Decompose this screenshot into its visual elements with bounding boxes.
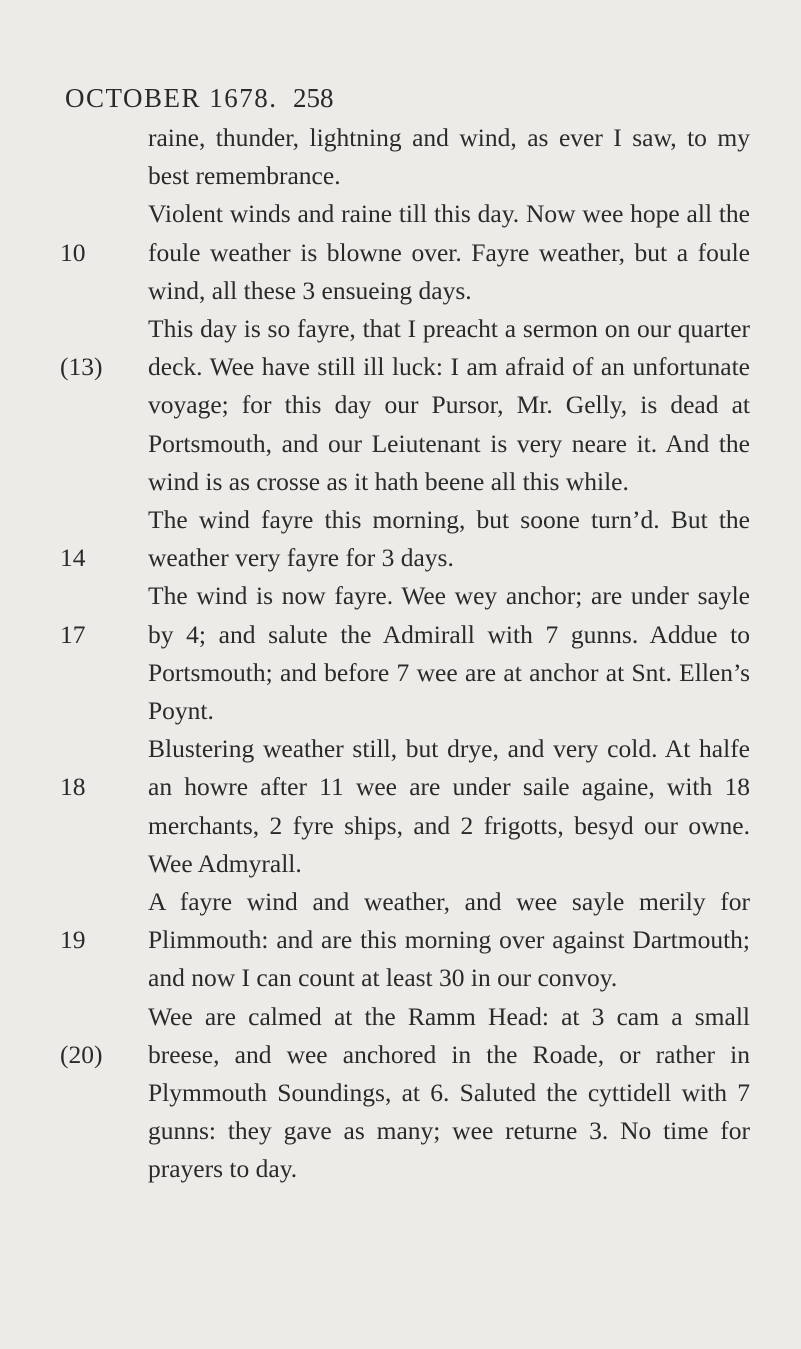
diary-entry (60, 310, 750, 501)
entry-text: A fayre wind and weather, and wee sayle merily for Plimmouth: and are this morning over against Dartmouth; and now I can count at least 30 in our convoy. (148, 887, 750, 993)
entry-text: The wind is now fayre. Wee wey anchor; are under sayle by 4; and salute the Admirall with 7 gunns. Addue to Portsmouth; and before 7 wee are at anchor at Snt. Ellen’s Poynt. (148, 581, 750, 726)
entry-text: Blustering weather still, but drye, and very cold. At halfe an howre after 11 wee are under saile againe, with 18 merchants, 2 fyre ships, and 2 frigotts, besyd our owne. Wee Admyrall. (148, 734, 750, 878)
running-head (65, 78, 745, 118)
diary-entry (60, 883, 750, 998)
diary-entry (60, 195, 750, 310)
continued-entry (60, 119, 750, 195)
diary-entry (60, 998, 750, 1189)
diary-entry (60, 577, 750, 730)
entry-text: The wind fayre this morning, but soone turn’d. But the weather very fayre for 3 days. (148, 505, 750, 573)
entry-date: 17 (60, 619, 86, 649)
entry-date: (13) (60, 352, 103, 382)
page-number: 258 (293, 83, 334, 113)
diary-entries (60, 119, 750, 1189)
entry-date: 19 (60, 925, 86, 955)
entry-text: Wee are calmed at the Ramm Head: at 3 cam a small breese, and wee anchored in the Roade, or rather in Plymmouth Soundings, at 6. Saluted the cyttidell with 7 gunns: they gave as many; wee returne 3. No time for prayers to day. (148, 1001, 750, 1184)
diary-entry (60, 730, 750, 883)
entry-date: 14 (60, 543, 86, 573)
diary-entry (60, 501, 750, 577)
entry-date: 18 (60, 772, 86, 802)
entry-date: (20) (60, 1039, 103, 1069)
running-head-date: OCTOBER 1678. (65, 83, 278, 113)
entry-text: raine, thunder, lightning and wind, as ever I saw, to my best remembrance. (148, 123, 750, 191)
entry-text: Violent winds and raine till this day. Now wee hope all the foule weather is blowne over. Fayre weather, but a foule wind, all these 3 ensueing days. (148, 199, 750, 305)
entry-text: This day is so fayre, that I preacht a sermon on our quarter deck. Wee have still ill luck: I am afraid of an unfortunate voyage; for this day our Pursor, Mr. Gelly, is dead at Portsmouth, and our Leiutenant is very neare it. And the wind is as crosse as it hath beene all this while. (148, 314, 750, 496)
entry-date: 10 (60, 237, 86, 267)
